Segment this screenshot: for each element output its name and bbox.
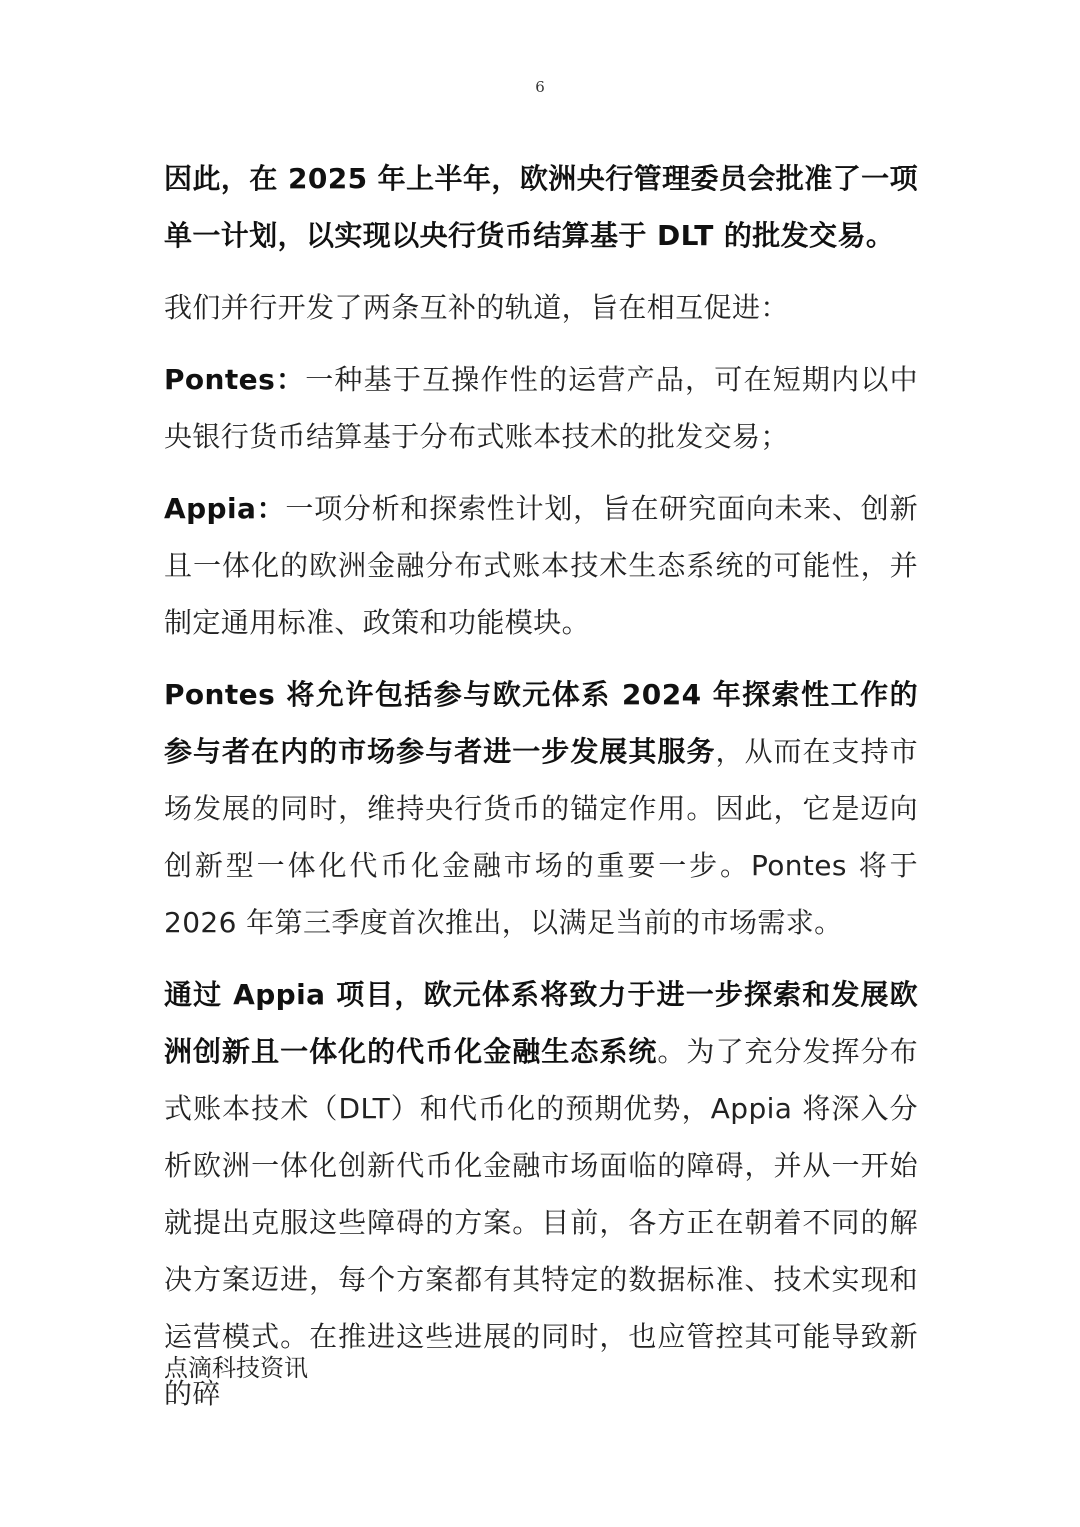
paragraph-pontes-definition bbox=[164, 351, 918, 465]
paragraph-two-tracks bbox=[164, 279, 918, 336]
paragraph-normal-text: 我们并行开发了两条互补的轨道，旨在相互促进： bbox=[164, 291, 789, 324]
paragraph-normal-text: 一项分析和探索性计划，旨在研究面向未来、创新且一体化的欧洲金融分布式账本技术生态系统的可能性，并制定通用标准、政策和功能模块。 bbox=[164, 492, 918, 639]
document-body bbox=[164, 150, 918, 1437]
source-watermark-label: 点滴科技资讯 bbox=[164, 1354, 308, 1382]
paragraph-bold-text: 因此，在 2025 年上半年，欧洲央行管理委员会批准了一项单一计划，以实现以央行货币结算基于 DLT 的批发交易。 bbox=[164, 162, 918, 252]
paragraph-pontes-details bbox=[164, 666, 918, 951]
paragraph-normal-text: 。为了充分发挥分布式账本技术（DLT）和代币化的预期优势，Appia 将深入分析欧洲一体化创新代币化金融市场面临的障碍，并从一开始就提出克服这些障碍的方案。目前，各方正在朝着不同的解决方案迈进，每个方案都有其特定的数据标准、技术实现和运营模式。在推进这些进展的同时，也应管控其可能导致新的碎 bbox=[164, 1035, 918, 1410]
paragraph-appia-definition bbox=[164, 480, 918, 651]
paragraph-bold-text: Pontes： bbox=[164, 363, 306, 396]
paragraph-ecb-decision bbox=[164, 150, 918, 264]
paragraph-normal-text: 一种基于互操作性的运营产品，可在短期内以中央银行货币结算基于分布式账本技术的批发交易； bbox=[164, 363, 918, 453]
page-number: 6 bbox=[535, 78, 545, 96]
paragraph-bold-text: Pontes 将允许包括参与欧元体系 2024 年探索性工作的参与者在内的市场参与者进一步发展其服务 bbox=[164, 678, 918, 768]
paragraph-bold-text: Appia： bbox=[164, 492, 286, 525]
paragraph-bold-text: 通过 Appia 项目，欧元体系将致力于进一步探索和发展欧洲创新且一体化的代币化金融生态系统 bbox=[164, 978, 918, 1068]
paragraph-normal-text: ，从而在支持市场发展的同时，维持央行货币的锚定作用。因此，它是迈向创新型一体化代币化金融市场的重要一步。Pontes 将于 2026 年第三季度首次推出，以满足当前的市场需求。 bbox=[164, 735, 918, 939]
